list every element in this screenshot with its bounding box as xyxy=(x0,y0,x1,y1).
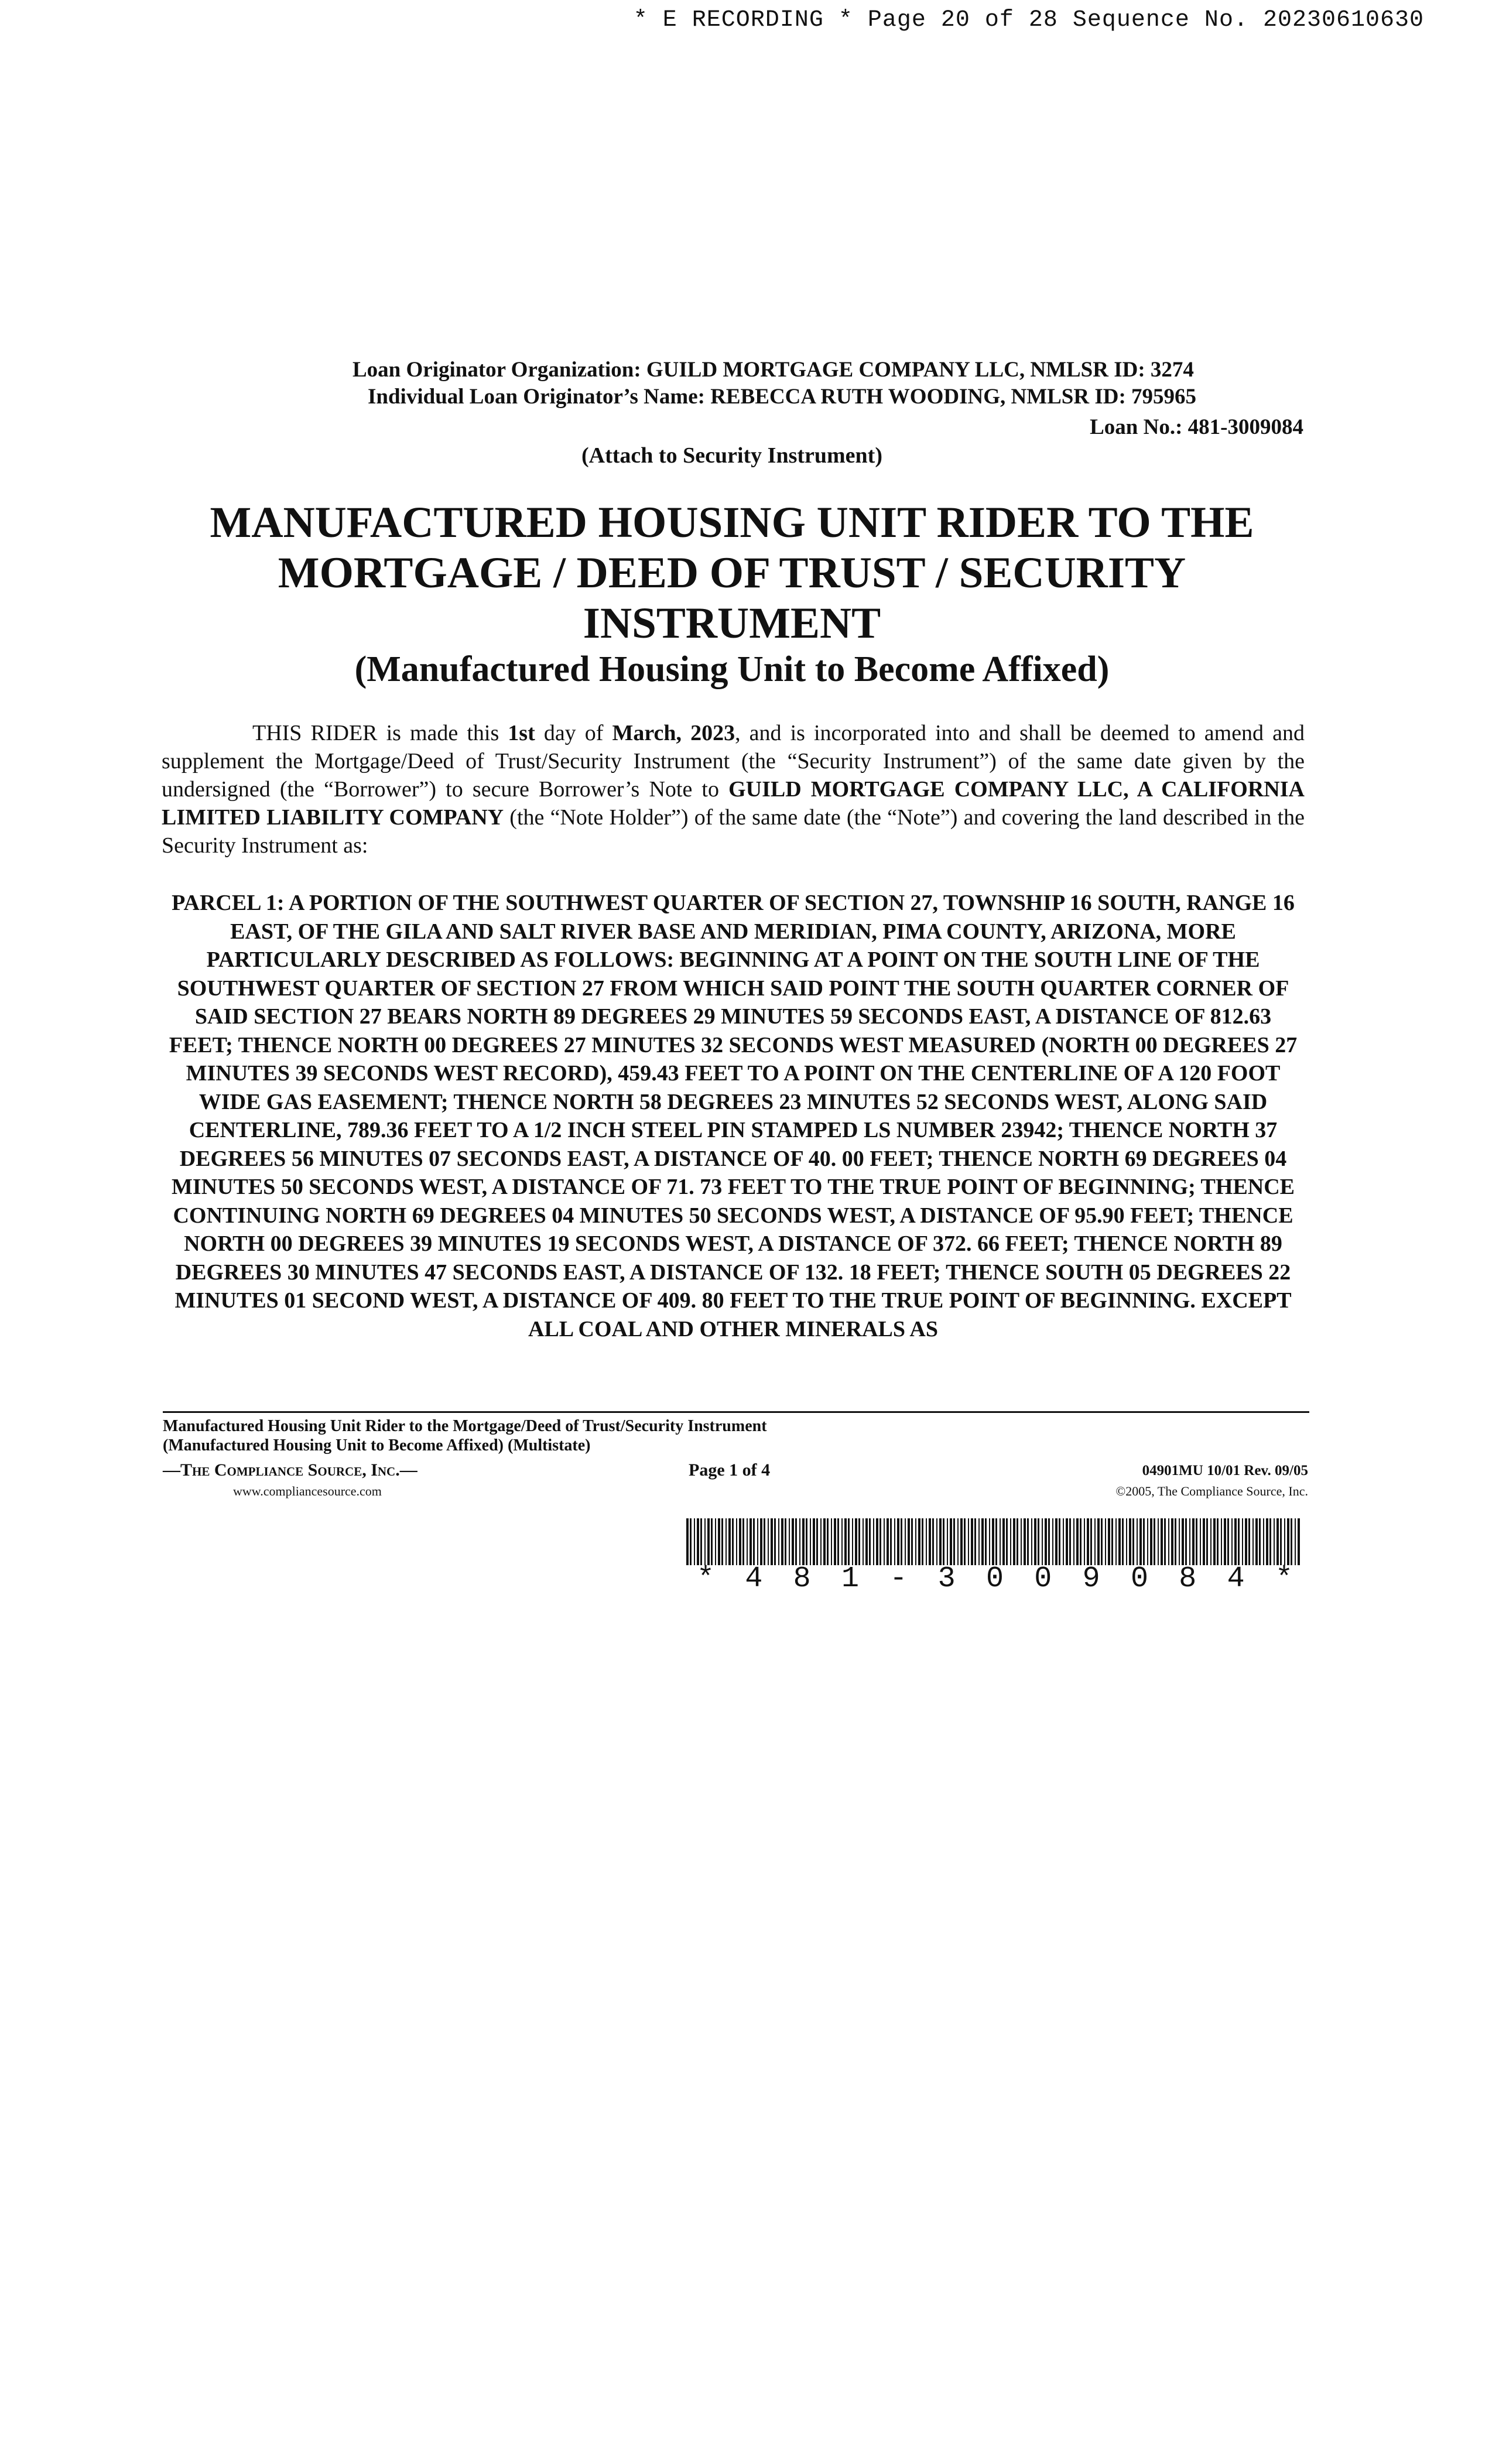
barcode-bar xyxy=(1175,1518,1176,1565)
page-number: Page 1 of 4 xyxy=(689,1460,771,1480)
barcode-bar xyxy=(697,1518,699,1565)
barcode-bar xyxy=(905,1518,906,1565)
barcode-bar xyxy=(852,1518,853,1565)
barcode-character: 8 xyxy=(793,1562,811,1596)
barcode-bar xyxy=(792,1518,794,1565)
barcode-bar xyxy=(1276,1518,1279,1565)
barcode-bar xyxy=(774,1518,776,1565)
barcode-bar xyxy=(823,1518,826,1565)
document-subtitle: (Manufactured Housing Unit to Become Affixed) xyxy=(354,649,1110,689)
barcode-bar xyxy=(964,1518,966,1565)
barcode-bar xyxy=(707,1518,710,1565)
footer-url: www.compliancesource.com xyxy=(233,1484,382,1498)
barcode-bar xyxy=(1066,1518,1068,1565)
footer-form-title: Manufactured Housing Unit Rider to the Mortgage/Deed of Trust/Security Instrument xyxy=(163,1417,767,1435)
barcode-bar xyxy=(932,1518,934,1565)
barcode-bar xyxy=(1213,1518,1216,1565)
barcode-character: 4 xyxy=(1227,1562,1245,1596)
barcode-bar xyxy=(750,1518,752,1565)
barcode-bar xyxy=(1291,1518,1292,1565)
barcode-bar xyxy=(1206,1518,1208,1565)
barcode-bar xyxy=(1139,1518,1142,1565)
barcode-bar xyxy=(1217,1518,1219,1565)
barcode-character: * xyxy=(1275,1562,1293,1596)
barcode-bar xyxy=(1196,1518,1197,1565)
barcode-bar xyxy=(915,1518,916,1565)
barcode-bar xyxy=(1295,1518,1296,1565)
barcode-bar xyxy=(950,1518,952,1565)
barcode-bar xyxy=(785,1518,786,1565)
barcode-bar xyxy=(873,1518,874,1565)
barcode-bar xyxy=(736,1518,737,1565)
barcode-bar xyxy=(939,1518,942,1565)
barcode-bar xyxy=(1042,1518,1043,1565)
barcode-bar xyxy=(778,1518,779,1565)
barcode-caption xyxy=(685,1562,1305,1596)
barcode-bar xyxy=(1238,1518,1240,1565)
barcode-bar xyxy=(1192,1518,1195,1565)
barcode-bar xyxy=(1010,1518,1011,1565)
barcode-bar xyxy=(1108,1518,1110,1565)
barcode-bar xyxy=(1097,1518,1100,1565)
barcode-bar xyxy=(985,1518,987,1565)
barcode-bar xyxy=(1006,1518,1008,1565)
rider-month-year: March, 2023 xyxy=(612,721,735,745)
barcode-bar xyxy=(911,1518,913,1565)
barcode-bar xyxy=(1185,1518,1187,1565)
barcode-bar xyxy=(1094,1518,1096,1565)
footer-divider xyxy=(163,1411,1309,1413)
barcode-bar xyxy=(1034,1518,1036,1565)
barcode-bar xyxy=(841,1518,843,1565)
barcode-bar xyxy=(820,1518,822,1565)
barcode-bar xyxy=(1021,1518,1022,1565)
barcode-character: 1 xyxy=(841,1562,859,1596)
barcode-bar xyxy=(863,1518,864,1565)
barcode-bar xyxy=(837,1518,839,1565)
intro-paragraph xyxy=(162,719,1305,860)
barcode-bar xyxy=(989,1518,990,1565)
intro-text: THIS RIDER is made this xyxy=(252,721,508,745)
barcode-bar xyxy=(1126,1518,1127,1565)
barcode-bar xyxy=(1122,1518,1124,1565)
barcode-bar xyxy=(1013,1518,1015,1565)
barcode-character: 9 xyxy=(1082,1562,1100,1596)
barcode-bar xyxy=(1242,1518,1243,1565)
barcode-bar xyxy=(1182,1518,1184,1565)
barcode-bar xyxy=(995,1518,997,1565)
barcode-bar xyxy=(1231,1518,1233,1565)
barcode-bar xyxy=(757,1518,758,1565)
barcode-bar xyxy=(806,1518,807,1565)
document-title: MANUFACTURED HOUSING UNIT RIDER TO THE MORTGAGE / DEED OF TRUST / SECURITY INSTRUMENT xyxy=(210,498,1254,648)
barcode-bar xyxy=(1038,1518,1039,1565)
barcode-bar xyxy=(901,1518,902,1565)
barcode-bar xyxy=(1090,1518,1092,1565)
barcode-bar xyxy=(1154,1518,1155,1565)
barcode-bar xyxy=(715,1518,716,1565)
barcode-bar xyxy=(1263,1518,1264,1565)
barcode-bar xyxy=(1084,1518,1085,1565)
barcode-bar xyxy=(802,1518,805,1565)
barcode-bar xyxy=(971,1518,973,1565)
barcode-bar xyxy=(1266,1518,1268,1565)
barcode-bar xyxy=(890,1518,892,1565)
barcode-bar xyxy=(1248,1518,1250,1565)
barcode-bar xyxy=(1269,1518,1271,1565)
loan-number: Loan No.: 481-3009084 xyxy=(1090,415,1303,439)
barcode-bar xyxy=(1284,1518,1285,1565)
barcode-bar xyxy=(1164,1518,1166,1565)
barcode-bar xyxy=(1274,1518,1275,1565)
barcode-character: 0 xyxy=(985,1562,1004,1596)
barcode-character: 8 xyxy=(1179,1562,1197,1596)
barcode-bar xyxy=(1002,1518,1005,1565)
barcode-bar xyxy=(869,1518,871,1565)
barcode-bar xyxy=(884,1518,885,1565)
barcode-bar xyxy=(897,1518,899,1565)
barcode-bar xyxy=(747,1518,748,1565)
barcode-bar xyxy=(781,1518,783,1565)
barcode-bar xyxy=(978,1518,980,1565)
barcode-bar xyxy=(1073,1518,1074,1565)
barcode-bar xyxy=(943,1518,944,1565)
barcode-bar xyxy=(1255,1518,1258,1565)
barcode-bar xyxy=(918,1518,920,1565)
barcode-bar xyxy=(1063,1518,1064,1565)
barcode-bar xyxy=(908,1518,910,1565)
barcode-bar xyxy=(725,1518,727,1565)
barcode-bar xyxy=(848,1518,850,1565)
barcode-bar xyxy=(1259,1518,1261,1565)
barcode-bar xyxy=(1052,1518,1053,1565)
barcode-bar xyxy=(1200,1518,1201,1565)
footer-form-subtitle: (Manufactured Housing Unit to Become Affixed) (Multistate) xyxy=(163,1436,591,1455)
barcode-bar xyxy=(742,1518,744,1565)
barcode-bar xyxy=(926,1518,927,1565)
barcode-bar xyxy=(1101,1518,1103,1565)
barcode-bar xyxy=(929,1518,931,1565)
barcode-bar xyxy=(981,1518,984,1565)
barcode-bar xyxy=(876,1518,878,1565)
barcode-bar xyxy=(1221,1518,1222,1565)
barcode-bar xyxy=(1017,1518,1018,1565)
barcode-bar xyxy=(728,1518,731,1565)
barcode-bar xyxy=(968,1518,969,1565)
barcode-bar xyxy=(813,1518,815,1565)
barcode-character: * xyxy=(697,1562,715,1596)
loan-barcode xyxy=(685,1518,1305,1565)
barcode-bar xyxy=(816,1518,818,1565)
barcode-character: 4 xyxy=(745,1562,763,1596)
barcode-bar xyxy=(1280,1518,1282,1565)
barcode-bar xyxy=(953,1518,955,1565)
barcode-bar xyxy=(922,1518,923,1565)
barcode-bar xyxy=(1031,1518,1032,1565)
barcode-character: - xyxy=(889,1562,908,1596)
attach-note: (Attach to Security Instrument) xyxy=(581,443,882,468)
barcode-bar xyxy=(974,1518,976,1565)
barcode-bar xyxy=(1048,1518,1050,1565)
barcode-bar xyxy=(834,1518,836,1565)
barcode-bar xyxy=(753,1518,755,1565)
barcode-bar xyxy=(1158,1518,1159,1565)
barcode-bar xyxy=(1024,1518,1026,1565)
footer-company: —The Compliance Source, Inc.— xyxy=(163,1460,417,1480)
barcode-bar xyxy=(1189,1518,1190,1565)
loan-originator-organization: Loan Originator Organization: GUILD MORTGAGE COMPANY LLC, NMLSR ID: 3274 xyxy=(352,358,1194,382)
individual-loan-originator: Individual Loan Originator’s Name: REBECCA RUTH WOODING, NMLSR ID: 795965 xyxy=(368,385,1197,409)
barcode-bar xyxy=(1137,1518,1138,1565)
intro-text: , and is incorporated into and shall be deemed to amend and supplement the Mortgage/Deed of Trust/Security Instrument (the “Security Instrument”) of the same date given by the undersigned (the “Borrower”) to secure Borrower’s Note to xyxy=(162,721,1305,802)
barcode-bar xyxy=(694,1518,695,1565)
barcode-bar xyxy=(1115,1518,1117,1565)
barcode-bar xyxy=(1055,1518,1057,1565)
barcode-bar xyxy=(1179,1518,1180,1565)
barcode-bar xyxy=(789,1518,790,1565)
barcode-bar xyxy=(1045,1518,1047,1565)
barcode-bar xyxy=(1168,1518,1169,1565)
barcode-bar xyxy=(1132,1518,1134,1565)
barcode-bar xyxy=(1210,1518,1211,1565)
barcode-bar xyxy=(764,1518,765,1565)
barcode-bar xyxy=(711,1518,713,1565)
barcode-bar xyxy=(1069,1518,1071,1565)
barcode-bar xyxy=(810,1518,811,1565)
barcode-bar xyxy=(1227,1518,1229,1565)
barcode-bar xyxy=(721,1518,723,1565)
barcode-bar xyxy=(1111,1518,1113,1565)
lender-name: GUILD MORTGAGE COMPANY LLC, A CALIFORNIA LIMITED LIABILITY COMPANY xyxy=(162,777,1305,830)
recording-header: * E RECORDING * Page 20 of 28 Sequence No. 20230610630 xyxy=(633,7,1424,33)
barcode-bar xyxy=(1059,1518,1060,1565)
barcode-bar xyxy=(1076,1518,1079,1565)
barcode-bar xyxy=(1129,1518,1131,1565)
barcode-bar xyxy=(1224,1518,1226,1565)
barcode-bar xyxy=(1143,1518,1145,1565)
barcode-bar xyxy=(700,1518,702,1565)
barcode-bar xyxy=(1203,1518,1205,1565)
barcode-bar xyxy=(1161,1518,1163,1565)
footer-copyright: ©2005, The Compliance Source, Inc. xyxy=(1115,1484,1308,1498)
barcode-bar xyxy=(1245,1518,1247,1565)
barcode-bar xyxy=(992,1518,994,1565)
barcode-bar xyxy=(1000,1518,1001,1565)
barcode-bar xyxy=(1147,1518,1148,1565)
barcode-bar xyxy=(690,1518,692,1565)
barcode-bar xyxy=(858,1518,860,1565)
barcode-bar xyxy=(1105,1518,1106,1565)
barcode-bar xyxy=(960,1518,963,1565)
barcode-bar xyxy=(844,1518,847,1565)
barcode-bar xyxy=(1171,1518,1173,1565)
barcode-bar xyxy=(865,1518,868,1565)
barcode-bar xyxy=(771,1518,773,1565)
barcode-bar xyxy=(718,1518,720,1565)
barcode-bar xyxy=(831,1518,832,1565)
barcode-bar xyxy=(887,1518,889,1565)
barcode-character: 0 xyxy=(1034,1562,1052,1596)
barcode-bar xyxy=(957,1518,959,1565)
barcode-bar xyxy=(936,1518,937,1565)
form-number: 04901MU 10/01 Rev. 09/05 xyxy=(1142,1463,1308,1479)
barcode-bar xyxy=(1234,1518,1237,1565)
intro-text: day of xyxy=(535,721,612,745)
barcode-bar xyxy=(1150,1518,1152,1565)
barcode-character: 3 xyxy=(937,1562,956,1596)
rider-day: 1st xyxy=(508,721,535,745)
barcode-character: 0 xyxy=(1130,1562,1148,1596)
legal-description: PARCEL 1: A PORTION OF THE SOUTHWEST QUARTER OF SECTION 27, TOWNSHIP 16 SOUTH, RANGE 16 EAST, OF THE GILA AND SALT RIVER BASE AND MERIDIAN, PIMA COUNTY, ARIZONA, MORE PARTICULARLY DESCRIBED AS FOLLOWS: BEGINNING AT A POINT ON THE SOUTH LINE OF THE SOUTHWEST QUARTER OF SECTION 27 FROM WHICH SAID POINT THE SOUTH QUARTER CORNER OF SAID SECTION 27 BEARS NORTH 89 DEGREES 29 MINUTES 59 SECONDS EAST, A DISTANCE OF 812.63 FEET; THENCE NORTH 00 DEGREES 27 MINUTES 32 SECONDS WEST MEASURED (NORTH 00 DEGREES 27 MINUTES 39 SECONDS WEST RECORD), 459.43 FEET TO A POINT ON THE CENTERLINE OF A 120 FOOT WIDE GAS EASEMENT; THENCE NORTH 58 DEGREES 23 MINUTES 52 SECONDS WEST, ALONG SAID CENTERLINE, 789.36 FEET TO A 1/2 INCH STEEL PIN STAMPED LS NUMBER 23942; THENCE NORTH 37 DEGREES 56 MINUTES 07 SECONDS EAST, A DISTANCE OF 40. 00 FEET; THENCE NORTH 69 DEGREES 04 MINUTES 50 SECONDS WEST, A DISTANCE OF 71. 73 FEET TO THE TRUE POINT OF BEGINNING; THENCE CONTINUING NORTH 69 DEGREES 04 MINUTES 50 SECONDS WEST, A DISTANCE OF 95.90 FEET; THENCE NORTH 00 DEGREES 39 MINUTES 19 SECONDS WEST, A DISTANCE OF 372. 66 FEET; THENCE NORTH 89 DEGREES 30 MINUTES 47 SECONDS EAST, A DISTANCE OF 132. 18 FEET; THENCE SOUTH 05 DEGREES 22 MINUTES 01 SECOND WEST, A DISTANCE OF 409. 80 FEET TO THE TRUE POINT OF BEGINNING. EXCEPT ALL COAL AND OTHER MINERALS AS xyxy=(169,891,1298,1341)
barcode-bar xyxy=(879,1518,881,1565)
barcode-bar xyxy=(686,1518,689,1565)
barcode-bar xyxy=(768,1518,769,1565)
barcode-bar xyxy=(1298,1518,1300,1565)
barcode-bar xyxy=(827,1518,829,1565)
barcode-bar xyxy=(1087,1518,1089,1565)
barcode-bar xyxy=(732,1518,734,1565)
barcode-bar xyxy=(1287,1518,1289,1565)
barcode-bar xyxy=(1252,1518,1254,1565)
barcode-bar xyxy=(855,1518,857,1565)
barcode-bar xyxy=(704,1518,706,1565)
barcode-bar xyxy=(795,1518,797,1565)
barcode-bar xyxy=(947,1518,948,1565)
barcode-bar xyxy=(1080,1518,1082,1565)
intro-text: (the “Note Holder”) of the same date (the “Note”) and covering the land described in the Security Instrument as: xyxy=(162,805,1305,858)
barcode-bar xyxy=(1027,1518,1029,1565)
barcode-bar xyxy=(894,1518,895,1565)
barcode-bar xyxy=(1118,1518,1121,1565)
barcode-bar xyxy=(760,1518,762,1565)
barcode-bar xyxy=(799,1518,800,1565)
barcode-bar xyxy=(739,1518,741,1565)
